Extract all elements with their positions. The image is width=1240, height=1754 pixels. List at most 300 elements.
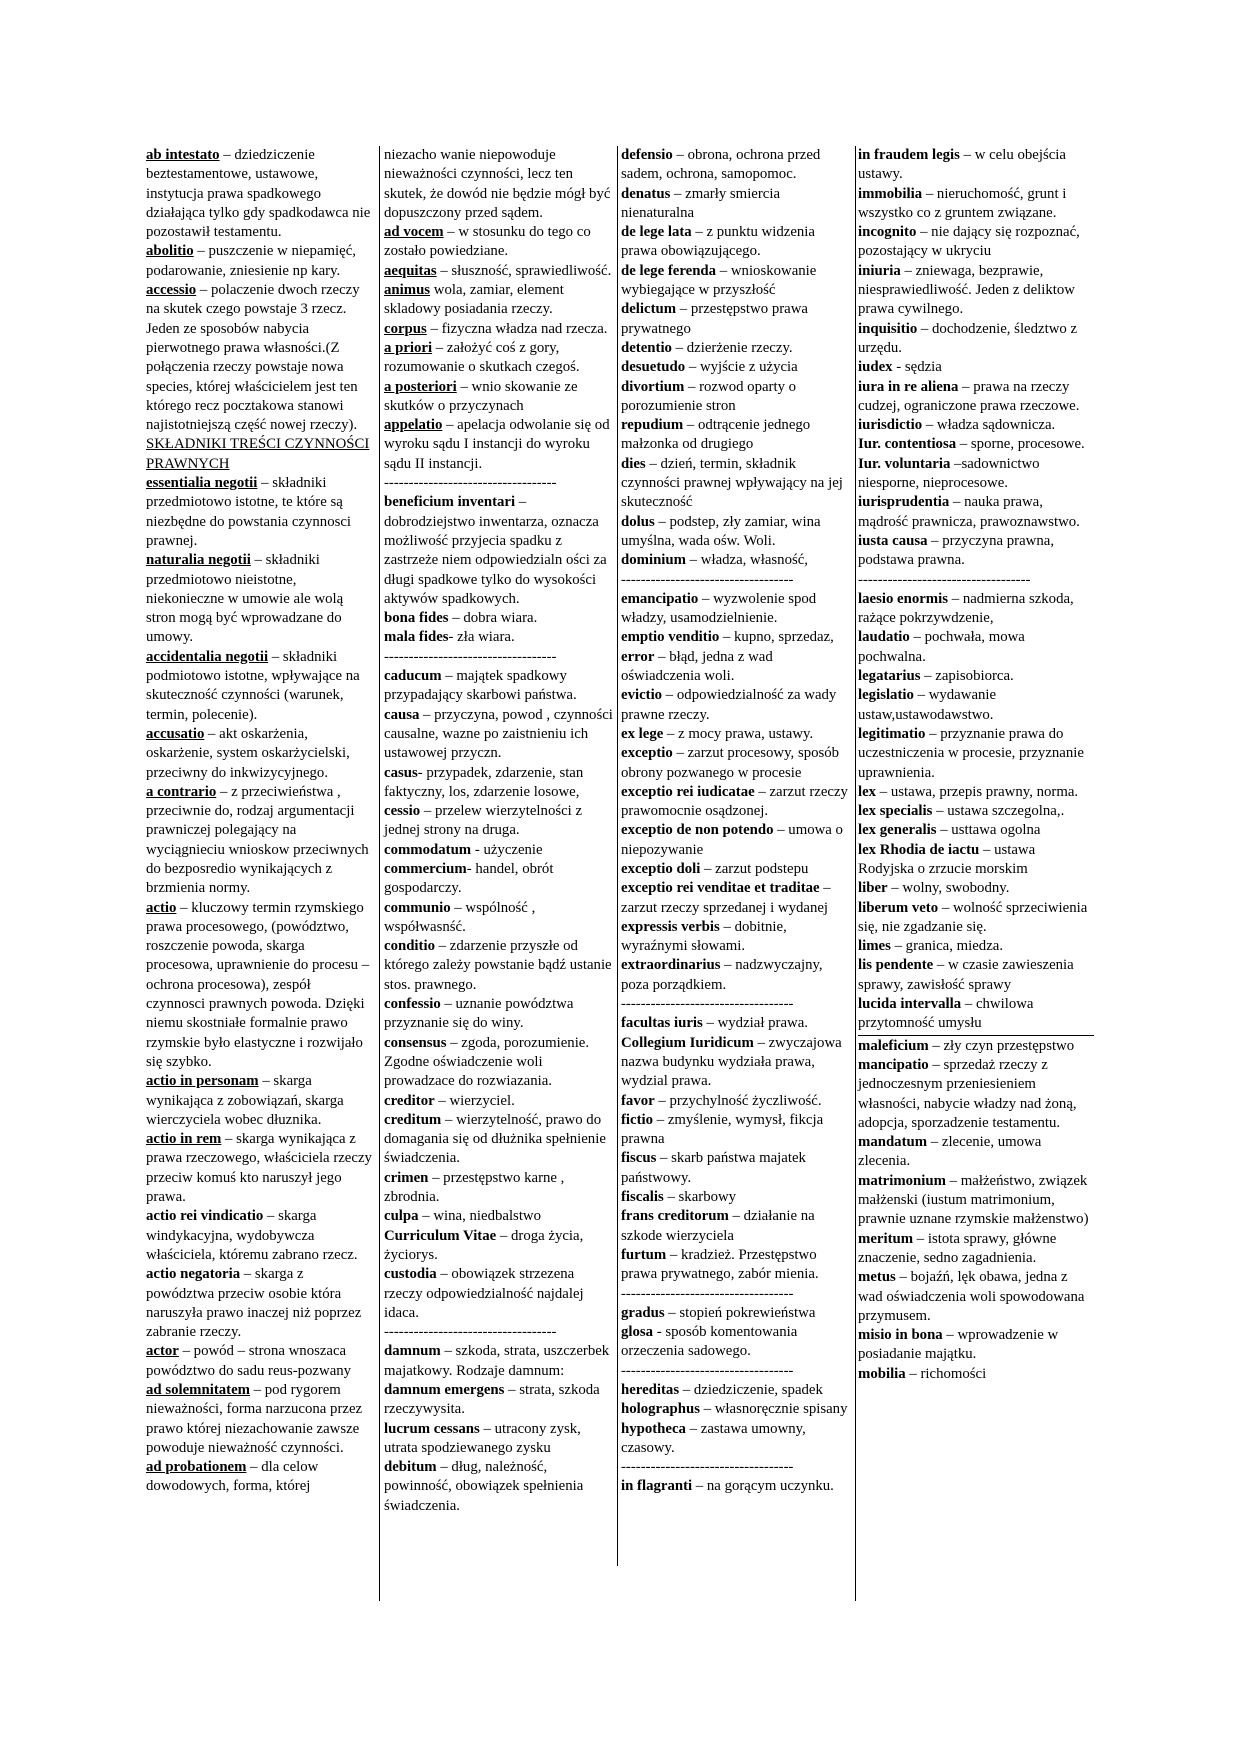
glossary-entry bbox=[858, 146, 1090, 185]
entry-definition: – nieruchomość, grunt i wszystko co z gruntem związane. bbox=[858, 185, 1067, 221]
entry-term: iura in re aliena bbox=[858, 378, 959, 395]
glossary-entry bbox=[384, 1420, 616, 1459]
entry-term: ex lege bbox=[621, 725, 664, 742]
glossary-entry bbox=[858, 262, 1090, 320]
entry-term: iurisprudentia bbox=[858, 494, 950, 511]
entry-term: holographus bbox=[621, 1401, 700, 1418]
glossary-entry bbox=[621, 1381, 853, 1400]
entry-term: actor bbox=[146, 1343, 179, 1360]
entry-definition: – dla celow dowodowych, forma, której bbox=[146, 1459, 319, 1495]
entry-term: extraordinarius bbox=[621, 957, 721, 974]
entry-term: a posteriori bbox=[384, 378, 457, 395]
glossary-entry bbox=[146, 242, 373, 281]
section-separator: ----------------------------------- bbox=[384, 1324, 557, 1341]
entry-term: mancipatio bbox=[858, 1056, 929, 1073]
glossary-entry bbox=[858, 1326, 1090, 1365]
glossary-entry bbox=[858, 995, 1090, 1034]
glossary-entry bbox=[621, 1477, 853, 1496]
entry-definition: - handel, obrót gospodarczy. bbox=[384, 860, 554, 897]
glossary-entry bbox=[858, 628, 1090, 667]
glossary-entry bbox=[621, 1188, 853, 1207]
glossary-entry bbox=[384, 146, 616, 223]
entry-term: creditor bbox=[384, 1092, 435, 1109]
entry-definition: – droga życia, życiorys. bbox=[384, 1227, 584, 1263]
glossary-entry bbox=[384, 493, 616, 609]
glossary-entry bbox=[621, 1246, 853, 1285]
glossary-entry bbox=[384, 1092, 616, 1111]
entry-term: inquisitio bbox=[858, 320, 918, 337]
entry-definition: – skarga wynikająca z zobowiązań, skarga wierczyciela wobec dłuznika. bbox=[146, 1073, 344, 1128]
entry-definition: – z mocy prawa, ustawy. bbox=[663, 725, 814, 742]
entry-definition: – słuszność, sprawiedliwość. bbox=[436, 262, 612, 279]
entry-term: corpus bbox=[384, 320, 427, 337]
glossary-entry bbox=[384, 339, 616, 378]
entry-term: debitum bbox=[384, 1459, 437, 1476]
entry-definition: – podstep, zły zamiar, wina umyślna, wada ośw. Woli. bbox=[621, 513, 821, 549]
entry-definition: – stopień pokrewieństwa bbox=[664, 1304, 816, 1321]
entry-definition: - zła wiara. bbox=[448, 629, 515, 646]
entry-definition: – skarbowy bbox=[663, 1189, 737, 1206]
glossary-entry bbox=[621, 686, 853, 725]
glossary-entry bbox=[384, 281, 616, 320]
entry-definition: –sadownictwo niesporne, nieprocesowe. bbox=[858, 455, 1040, 492]
glossary-entry bbox=[384, 1227, 616, 1266]
glossary-entry bbox=[146, 899, 373, 1073]
glossary-entry bbox=[146, 1207, 373, 1265]
heading-text: SKŁADNIKI TREŚCI CZYNNOŚCI PRAWNYCH bbox=[146, 436, 370, 472]
entry-term: culpa bbox=[384, 1208, 419, 1225]
entry-definition: – zmarły smiercia nienaturalna bbox=[621, 185, 781, 221]
glossary-entry bbox=[858, 1037, 1090, 1056]
glossary-entry bbox=[146, 783, 373, 899]
entry-term: lex bbox=[858, 783, 877, 800]
glossary-entry bbox=[384, 1265, 616, 1323]
entry-definition: – pod rygorem nieważności, forma narzucona przez prawo której niezachowanie zawsze powoduje nieważność czynności. bbox=[146, 1382, 363, 1456]
entry-definition: – nauka prawa, mądrość prawnicza, prawoznawstwo. bbox=[858, 494, 1080, 530]
glossary-entry bbox=[146, 1381, 373, 1458]
glossary-entry bbox=[858, 435, 1090, 454]
entry-definition: – wina, niedbalstwo bbox=[418, 1208, 542, 1225]
glossary-entry bbox=[858, 493, 1090, 532]
entry-term: dominium bbox=[621, 552, 686, 569]
glossary-entry bbox=[146, 725, 373, 783]
glossary-entry bbox=[384, 223, 616, 262]
entry-definition: – założyć coś z gory, rozumowanie o skutkach czegoś. bbox=[384, 339, 580, 376]
entry-term: accidentalia negotii bbox=[146, 648, 269, 665]
glossary-column-1 bbox=[146, 146, 373, 1497]
glossary-entry bbox=[384, 1034, 616, 1092]
entry-term: ad vocem bbox=[384, 224, 444, 241]
entry-definition: – wnio skowanie ze skutków o przyczynach bbox=[384, 378, 578, 414]
entry-term: legatarius bbox=[858, 668, 921, 685]
entry-definition: – działanie na szkode wierzyciela bbox=[621, 1208, 815, 1244]
entry-definition: – wydział prawa. bbox=[702, 1015, 808, 1032]
entry-term: custodia bbox=[384, 1266, 437, 1283]
entry-definition: – nie dający się rozpoznać, pozostający w ukryciu bbox=[858, 224, 1080, 260]
entry-term: Curriculum Vitae bbox=[384, 1227, 497, 1244]
glossary-entry bbox=[384, 416, 616, 474]
entry-term: exceptio bbox=[621, 745, 673, 762]
entry-term: lex specialis bbox=[858, 803, 933, 820]
entry-term: hypotheca bbox=[621, 1420, 686, 1437]
entry-definition: – dzień, termin, składnik czynności prawnej wpływający na jej skuteczność bbox=[621, 455, 843, 511]
entry-term: actio in personam bbox=[146, 1073, 259, 1090]
entry-definition: – w czasie zawieszenia sprawy, zawisłość sprawy bbox=[858, 957, 1074, 993]
entry-definition: – wyzwolenie spod władzy, usamodzielnienie. bbox=[621, 590, 817, 627]
section-separator: ----------------------------------- bbox=[858, 571, 1031, 588]
entry-definition: – zdarzenie przyszłe od którego zależy powstanie bądź ustanie stos. prawnego. bbox=[384, 938, 612, 993]
entry-definition: – strata, szkoda rzeczywysita. bbox=[384, 1382, 600, 1418]
entry-term: fiscalis bbox=[621, 1189, 664, 1206]
glossary-entry bbox=[621, 339, 853, 358]
entry-term: emptio venditio bbox=[621, 629, 720, 646]
entry-term: de lege lata bbox=[621, 224, 692, 241]
entry-definition: – akt oskarżenia, oskarżenie, system oskarżycielski, przeciwny do inkwizycyjnego. bbox=[146, 725, 350, 781]
entry-definition: niezacho wanie niepowoduje nieważności czynności, lecz ten skutek, że dowód nie będzie mógł być dopuszczony przed sądem. bbox=[384, 147, 611, 221]
entry-term: defensio bbox=[621, 147, 673, 163]
glossary-entry bbox=[858, 667, 1090, 686]
entry-term: mala fides bbox=[384, 629, 449, 646]
entry-term: appelatio bbox=[384, 417, 443, 434]
glossary-entry bbox=[384, 1342, 616, 1381]
entry-term: detentio bbox=[621, 339, 672, 356]
glossary-entry bbox=[384, 841, 616, 860]
glossary-entry bbox=[858, 841, 1090, 880]
glossary-entry bbox=[621, 956, 853, 995]
entry-definition: – przychylność życzliwość. bbox=[654, 1092, 822, 1109]
entry-term: caducum bbox=[384, 668, 442, 685]
entry-term: fictio bbox=[621, 1111, 654, 1128]
entry-definition: – granica, miedza. bbox=[890, 938, 1004, 955]
entry-definition: – bojaźń, lęk obawa, jedna z wad oświadczenia woli spowodowana przymusem. bbox=[858, 1269, 1085, 1324]
entry-definition: – zastawa umowny, czasowy. bbox=[621, 1420, 806, 1456]
glossary-entry bbox=[621, 1304, 853, 1323]
entry-definition: – dzierżenie rzeczy. bbox=[671, 339, 793, 356]
glossary-entry bbox=[384, 1169, 616, 1208]
entry-term: divortium bbox=[621, 378, 685, 395]
entry-definition: – szkoda, strata, uszczerbek majatkowy. Rodzaje damnum: bbox=[384, 1343, 610, 1379]
entry-term: abolitio bbox=[146, 243, 194, 260]
glossary-entry bbox=[621, 628, 853, 647]
entry-term: gradus bbox=[621, 1304, 665, 1321]
glossary-entry bbox=[858, 358, 1090, 377]
entry-term: bona fides bbox=[384, 610, 449, 627]
column-divider bbox=[617, 146, 618, 1566]
entry-term: consensus bbox=[384, 1034, 447, 1051]
entry-definition: – skarga z powództwa przeciw osobie która naruszyła prawo inaczej niż poprzez zabranie rzeczy. bbox=[146, 1266, 362, 1341]
entry-definition: – zarzut rzeczy prawomocnie osądzonej. bbox=[621, 783, 848, 820]
glossary-entry bbox=[858, 416, 1090, 435]
glossary-entry bbox=[146, 1072, 373, 1130]
entry-definition: – z przeciwieństwa , przeciwnie do, rodzaj argumentacji prawniczej polegający na wyciągnieciu wnioskow przeciwnych do bezposredio wynikających z brzmienia normy. bbox=[146, 783, 369, 897]
section-separator: ----------------------------------- bbox=[621, 996, 794, 1013]
entry-term: damnum emergens bbox=[384, 1382, 505, 1398]
glossary-entry bbox=[621, 821, 853, 860]
glossary-entry bbox=[621, 1034, 853, 1092]
entry-term: lex generalis bbox=[858, 822, 937, 839]
entry-definition: wola, zamiar, element skladowy posiadania rzeczy. bbox=[384, 282, 564, 318]
glossary-entry bbox=[384, 378, 616, 417]
entry-term: beneficium inventari bbox=[384, 494, 516, 511]
entry-term: misio in bona bbox=[858, 1327, 943, 1344]
entry-definition: – polaczenie dwoch rzeczy na skutek czego powstaje 3 rzecz. Jeden ze sposobów nabycia pierwotnego prawa własności.(Z połączenia rzeczy powstaje nowa species, której właścicielem jest ten którego recz pocztakowa stanowi najistotniejszą część nowej rzeczy). bbox=[146, 282, 360, 434]
entry-term: naturalia negotii bbox=[146, 552, 251, 569]
entry-term: in fraudem legis bbox=[858, 147, 960, 163]
entry-definition: – dziedziczenie, spadek bbox=[679, 1382, 823, 1398]
glossary-entry bbox=[858, 956, 1090, 995]
glossary-entry bbox=[384, 706, 616, 764]
entry-term: glosa bbox=[621, 1324, 654, 1341]
entry-definition: – nadmierna szkoda, rażące pokrzywdzenie, bbox=[858, 590, 1074, 627]
entry-definition: – składniki przedmiotowo nieistotne, niekonieczne w umowie ale wolą stron mogą być wprowadzane do umowy. bbox=[146, 552, 344, 646]
entry-term: desuetudo bbox=[621, 359, 686, 376]
glossary-entry bbox=[384, 764, 616, 803]
entry-term: essentialia negotii bbox=[146, 475, 258, 492]
glossary-column-3 bbox=[621, 146, 853, 1497]
entry-term: legitimatio bbox=[858, 725, 926, 742]
entry-definition: – wydawanie ustaw,ustawodawstwo. bbox=[858, 687, 997, 723]
entry-term: dolus bbox=[621, 513, 655, 530]
entry-term: Collegium Iuridicum bbox=[621, 1034, 754, 1051]
glossary-entry bbox=[621, 590, 853, 629]
entry-term: lex Rhodia de iactu bbox=[858, 841, 980, 858]
entry-definition: – zarzut procesowy, sposób obrony pozwanego w procesie bbox=[621, 745, 840, 781]
entry-definition: – przelew wierzytelności z jednej strony na druga. bbox=[384, 803, 583, 839]
entry-term: actio rei vindicatio bbox=[146, 1208, 264, 1225]
entry-term: in flagranti bbox=[621, 1478, 693, 1495]
entry-definition: – ustawa, przepis prawny, norma. bbox=[876, 783, 1079, 800]
entry-term: crimen bbox=[384, 1169, 429, 1186]
glossary-entry bbox=[858, 879, 1090, 898]
glossary-entry bbox=[858, 1133, 1090, 1172]
glossary-entry bbox=[858, 1268, 1090, 1326]
entry-term: liber bbox=[858, 880, 888, 897]
entry-term: exceptio de non potendo bbox=[621, 822, 774, 839]
entry-term: facultas iuris bbox=[621, 1015, 703, 1032]
section-separator: ----------------------------------- bbox=[621, 571, 794, 588]
entry-definition: – błąd, jedna z wad oświadczenia woli. bbox=[621, 648, 773, 685]
entry-definition: – skarga windykacyjna, wydobywcza właściciela, któremu zabrano rzecz. bbox=[146, 1208, 358, 1263]
entry-term: exceptio rei venditae et traditae bbox=[621, 880, 820, 897]
entry-term: laudatio bbox=[858, 629, 910, 646]
entry-definition: – istota sprawy, główne znaczenie, sedno zagadnienia. bbox=[858, 1230, 1057, 1266]
entry-definition: – zarzut rzeczy sprzedanej i wydanej bbox=[621, 880, 831, 916]
glossary-entry bbox=[621, 744, 853, 783]
entry-definition: – uznanie powództwa przyznanie się do winy. bbox=[384, 996, 574, 1032]
glossary-entry bbox=[621, 1092, 853, 1111]
glossary-column-4 bbox=[858, 146, 1090, 1384]
glossary-entry bbox=[621, 455, 853, 513]
entry-term: lis pendente bbox=[858, 957, 934, 974]
glossary-entry bbox=[858, 937, 1090, 956]
entry-definition: – kluczowy termin rzymskiego prawa procesowego, (powództwo, roszczenie powoda, skarga procesowa, uprawnienie do procesu – ochrona procesowa), zespół czynnosci prawnych powoda. Dzięki niemu skostniałe formalnie prawo rzymskie było elastyczne i rozwijało się szybko. bbox=[146, 899, 370, 1070]
entry-definition: – powód – strona wnoszaca powództwo do sadu reus-pozwany bbox=[146, 1343, 352, 1379]
entry-term: limes bbox=[858, 938, 891, 955]
glossary-entry bbox=[621, 300, 853, 339]
entry-term: iusta causa bbox=[858, 532, 928, 549]
entry-term: hereditas bbox=[621, 1382, 680, 1398]
entry-definition: – skarga wynikająca z prawa rzeczowego, właściciela rzeczy przeciw komuś kto naruszył jego prawa. bbox=[146, 1131, 372, 1206]
entry-definition: – prawa na rzeczy cudzej, ograniczone prawa rzeczowe. bbox=[858, 378, 1080, 414]
section-separator: ----------------------------------- bbox=[621, 1459, 794, 1476]
entry-term: immobilia bbox=[858, 185, 923, 202]
entry-definition: – obowiązek strzezena rzeczy odpowiedzialność najdalej idaca. bbox=[384, 1266, 584, 1321]
glossary-entry bbox=[621, 1207, 853, 1246]
entry-definition: – z punktu widzenia prawa obowiązującego. bbox=[621, 224, 815, 260]
glossary-entry bbox=[384, 860, 616, 899]
entry-term: denatus bbox=[621, 185, 671, 202]
entry-definition: – zwyczajowa nazwa budynku wydziała prawa, wydzial prawa. bbox=[621, 1034, 842, 1090]
entry-definition: – skarb państwa majatek państwowy. bbox=[621, 1150, 806, 1186]
entry-term: causa bbox=[384, 706, 420, 723]
entry-term: meritum bbox=[858, 1230, 914, 1247]
glossary-entry bbox=[858, 1172, 1090, 1230]
entry-definition: – dobrodziejstwo inwentarza, oznacza możliwość przyjecia spadku z zastrzeże niem odpowiedzialn ości za długi spadkowe tylko do wysokości aktywów spadkowych. bbox=[384, 494, 607, 607]
entry-term: legislatio bbox=[858, 687, 914, 704]
glossary-entry bbox=[621, 1400, 853, 1419]
entry-term: laesio enormis bbox=[858, 590, 949, 607]
entry-definition: – odpowiedzialność za wady prawne rzeczy. bbox=[621, 687, 837, 723]
glossary-entry bbox=[621, 551, 853, 570]
glossary-entry bbox=[384, 1381, 616, 1420]
glossary-entry bbox=[621, 262, 853, 301]
entry-term: cessio bbox=[384, 803, 421, 820]
glossary-entry bbox=[621, 146, 853, 185]
glossary-entry bbox=[146, 1458, 373, 1497]
entry-term: iudex bbox=[858, 359, 893, 376]
glossary-entry bbox=[384, 320, 616, 339]
entry-definition: – kupno, sprzedaz, bbox=[719, 629, 834, 646]
entry-definition: – zapisobiorca. bbox=[920, 668, 1014, 685]
glossary-entry bbox=[621, 1111, 853, 1150]
entry-term: creditum bbox=[384, 1111, 442, 1128]
glossary-entry bbox=[146, 1130, 373, 1207]
glossary-entry bbox=[146, 474, 373, 551]
glossary-entry bbox=[621, 358, 853, 377]
entry-definition: – puszczenie w niepamięć, podarowanie, zniesienie np kary. bbox=[146, 243, 356, 279]
entry-definition: – wyjście z użycia bbox=[685, 359, 798, 376]
glossary-entry bbox=[621, 648, 853, 687]
entry-definition: – na gorącym uczynku. bbox=[692, 1478, 834, 1495]
entry-definition: – dochodzenie, śledztwo z urzędu. bbox=[858, 320, 1078, 356]
entry-definition: – ustawa szczegolna,. bbox=[932, 803, 1065, 820]
entry-definition: – małżeństwo, związek małżenski (iustum matrimonium, prawnie uznane rzymskie małżenstwo) bbox=[858, 1172, 1089, 1228]
entry-term: ad solemnitatem bbox=[146, 1382, 250, 1398]
entry-term: Iur. voluntaria bbox=[858, 455, 951, 472]
entry-definition: – wolność sprzeciwienia się, nie zgadzanie się. bbox=[858, 899, 1088, 935]
entry-definition: – zmyślenie, wymysł, fikcja prawna bbox=[621, 1111, 824, 1148]
entry-definition: – zgoda, porozumienie. Zgodne oświadczenie woli prowadzace do rozwiazania. bbox=[384, 1034, 590, 1090]
entry-definition: – dług, należność, powinność, obowiązek spełnienia świadczenia. bbox=[384, 1459, 584, 1514]
entry-definition: – własnoręcznie spisany bbox=[699, 1401, 848, 1418]
entry-term: casus bbox=[384, 764, 418, 781]
entry-definition: – sprzedaż rzeczy z jednoczesnym przeniesieniem własności, nabycie władzy nad żoną, adopcja, sporzadzenie testamentu. bbox=[858, 1056, 1077, 1131]
glossary-entry bbox=[858, 378, 1090, 417]
entry-definition: – dziedziczenie beztestamentowe, ustawowe, instytucja prawa spadkowego działająca tylko gdy spadkodawca nie pozostawił testamentu. bbox=[146, 147, 371, 241]
glossary-entry bbox=[858, 1230, 1090, 1269]
entry-term: communio bbox=[384, 899, 451, 916]
entry-term: iniuria bbox=[858, 262, 901, 279]
glossary-entry bbox=[621, 223, 853, 262]
glossary-entry bbox=[858, 455, 1090, 494]
glossary-entry bbox=[858, 686, 1090, 725]
entry-definition: – nadzwyczajny, poza porządkiem. bbox=[621, 957, 823, 993]
glossary-entry bbox=[384, 1458, 616, 1516]
entry-definition: – składniki przedmiotowo istotne, te które są niezbędne do powstania czynnosci prawnej. bbox=[146, 475, 352, 549]
entry-definition: – w stosunku do tego co zostało powiedziane. bbox=[384, 224, 591, 260]
entry-definition: – dobitnie, wyraźnymi słowami. bbox=[621, 918, 787, 955]
glossary-entry bbox=[858, 821, 1090, 840]
entry-definition: - użyczenie bbox=[471, 841, 543, 858]
glossary-column-2 bbox=[384, 146, 616, 1516]
entry-term: mandatum bbox=[858, 1134, 928, 1151]
entry-definition: – umowa o niepozywanie bbox=[621, 822, 843, 858]
entry-term: metus bbox=[858, 1269, 896, 1286]
glossary-entry bbox=[621, 1014, 853, 1033]
entry-term: repudium bbox=[621, 417, 684, 434]
entry-term: emancipatio bbox=[621, 590, 699, 607]
glossary-entry bbox=[146, 551, 373, 647]
entry-term: confessio bbox=[384, 996, 441, 1013]
entry-definition: – zlecenie, umowa zlecenia. bbox=[858, 1134, 1042, 1170]
entry-term: de lege ferenda bbox=[621, 262, 717, 279]
column-divider bbox=[379, 146, 380, 1601]
entry-definition: – richomości bbox=[905, 1365, 987, 1382]
entry-definition: – przyznanie prawa do uczestniczenia w procesie, przyznanie uprawnienia. bbox=[858, 725, 1084, 781]
section-separator: ----------------------------------- bbox=[621, 1285, 794, 1302]
entry-definition: – fizyczna władza nad rzecza. bbox=[426, 320, 608, 337]
entry-definition: - sędzia bbox=[892, 359, 942, 376]
column-divider bbox=[855, 146, 856, 1601]
glossary-entry bbox=[146, 1265, 373, 1342]
entry-term: lucrum cessans bbox=[384, 1420, 480, 1437]
glossary-entry bbox=[621, 1149, 853, 1188]
entry-term: actio in rem bbox=[146, 1131, 222, 1148]
entry-term: expressis verbis bbox=[621, 918, 720, 935]
section-separator: ----------------------------------- bbox=[621, 1362, 794, 1379]
entry-definition: – przestępstwo prawa prywatnego bbox=[621, 301, 808, 337]
entry-definition: – składniki podmiotowo istotne, wpływające na skuteczność czynności (warunek, termin, polecenie). bbox=[146, 648, 360, 723]
entry-definition: – władza, własność, bbox=[685, 552, 809, 569]
entry-definition: – sporne, procesowe. bbox=[956, 436, 1085, 453]
entry-term: dies bbox=[621, 455, 646, 472]
entry-term: exceptio rei iudicatae bbox=[621, 783, 755, 800]
glossary-entry bbox=[384, 937, 616, 995]
entry-term: mobilia bbox=[858, 1365, 906, 1382]
entry-term: Iur. contentiosa bbox=[858, 436, 957, 453]
glossary-entry bbox=[858, 590, 1090, 629]
section-separator: ----------------------------------- bbox=[384, 648, 557, 665]
glossary-entry bbox=[384, 802, 616, 841]
glossary-entry bbox=[384, 995, 616, 1034]
glossary-entry bbox=[621, 879, 853, 918]
entry-term: a priori bbox=[384, 339, 433, 356]
entry-term: matrimonium bbox=[858, 1172, 946, 1189]
entry-definition: – przyczyna prawna, podstawa prawna. bbox=[858, 532, 1055, 569]
glossary-entry bbox=[621, 378, 853, 417]
entry-term: exceptio doli bbox=[621, 860, 701, 877]
glossary-entry bbox=[621, 1323, 853, 1362]
entry-term: ad probationem bbox=[146, 1459, 247, 1476]
entry-term: frans creditorum bbox=[621, 1208, 729, 1225]
entry-definition: – przestępstwo karne , zbrodnia. bbox=[384, 1169, 565, 1206]
entry-definition: – wierzytelność, prawo do domagania się od dłużnika spełnienie świadczenia. bbox=[384, 1111, 606, 1167]
entry-definition: – majątek spadkowy przypadający skarbowi państwa. bbox=[384, 668, 577, 704]
entry-term: ab intestato bbox=[146, 147, 220, 163]
glossary-entry bbox=[146, 281, 373, 435]
entry-term: maleficium bbox=[858, 1037, 929, 1054]
entry-definition: – wolny, swobodny. bbox=[887, 880, 1010, 897]
